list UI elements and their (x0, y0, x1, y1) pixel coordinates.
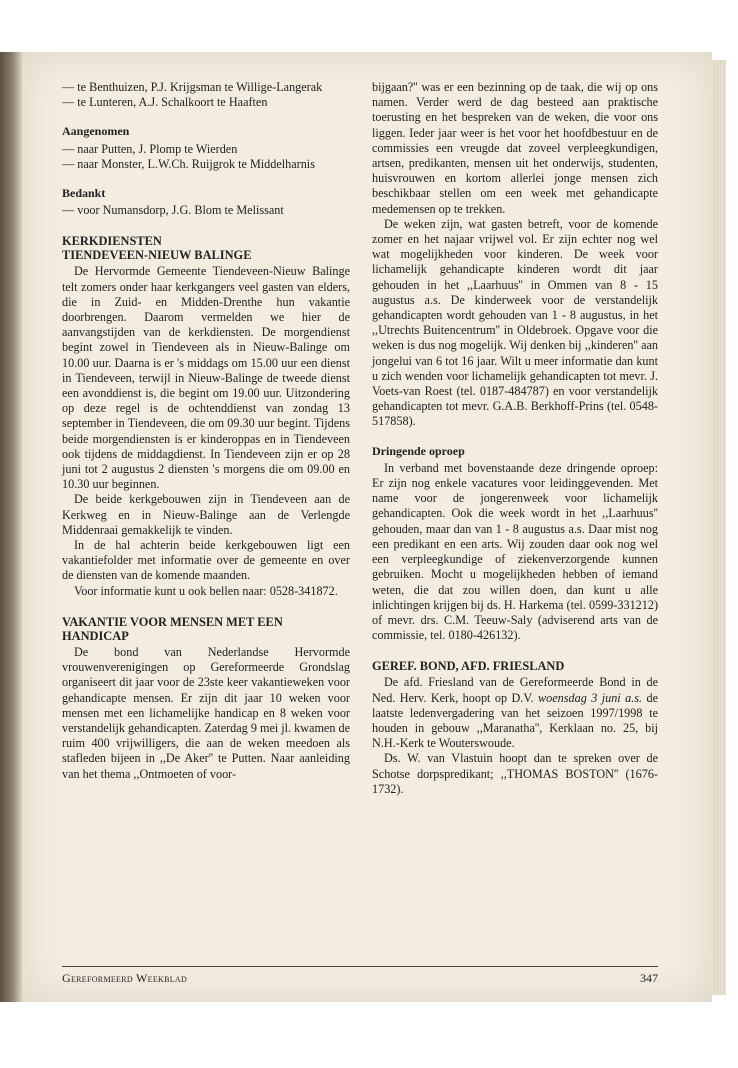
book-spine (0, 52, 22, 1002)
article-heading-kerkdiensten (62, 234, 350, 262)
left-column (62, 80, 350, 782)
list-item: — te Lunteren, A.J. Schalkoort te Haaften (62, 95, 268, 110)
page-footer (62, 966, 658, 986)
paragraph: De bond van Nederlandse Hervormde vrouwenverenigingen op Gereformeerde Grondslag organiseert dit jaar voor de 23ste keer vakantieweken voor gehandicapte mensen. Er zijn dit jaar 10 weken voor mensen met een lichamelijke handicap en 8 weken voor verstandelijk gehandicapten. Zaterdag 9 mei jl. kwamen de ruim 400 vrijwilligers, die aan de weken meedoen als stafleden bijeen in ,,De Aker'' te Putten. Naar aanleiding van het thema ,,Ontmoeten of voor- (62, 644, 350, 781)
paragraph: De weken zijn, wat gasten betreft, voor de komende zomer en het najaar vrijwel vol. Er zijn echter nog wel wat mogelijkheden voor kinderen. De week voor lichamelijk gehandicapte kinderen wordt dit jaar gehouden in het ,,Laarhuus'' in Ommen van 8 - 15 augustus a.s. De kinderweek voor de verstandelijk gehandicapten wordt gehouden van 1 - 8 augustus, in het ,,Utrechts Buitencentrum'' in Oldebroek. Opgave voor die weken is dus nog mogelijk. Wij denken bij ,,kinderen'' aan jongelui van 6 tot 16 jaar. Wilt u meer informatie dan kunt u zich wenden voor lichamelijk gehandicapten tot mevr. J. Voets-van Roest (tel. 0187-484787) en voor verstandelijk gehandicapten tot mevr. G.A.B. Berkhoff-Prins (tel. 0548-517858). (372, 216, 658, 429)
section-heading-bedankt: Bedankt (62, 186, 106, 201)
paragraph: De beide kerkgebouwen zijn in Tiendeveen aan de Kerkweg en in Nieuw-Balinge aan de Verlengde Middenraai gemakkelijk te vinden. (62, 492, 350, 537)
section-heading-oproep: Dringende oproep (372, 443, 465, 458)
paragraph: In de hal achterin beide kerkgebouwen ligt een vakantiefolder met informatie over de gemeente en over de diensten van de komende maanden. (62, 538, 350, 583)
page-number: 347 (640, 971, 658, 985)
publication-name: Gereformeerd Weekblad (62, 971, 188, 985)
list-item: — te Benthuizen, P.J. Krijgsman te Willige-Langerak (62, 80, 323, 94)
paragraph: Ds. W. van Vlastuin hoopt dan te spreken over de Schotse dorpspredikant; ,,THOMAS BOSTON'' (1676-1732). (372, 751, 658, 796)
article-heading-geref-bond: GEREF. BOND, AFD. FRIESLAND (372, 659, 565, 674)
list-item: — naar Monster, L.W.Ch. Ruijgrok te Middelharnis (62, 156, 315, 171)
article-heading-vakantie: VAKANTIE VOOR MENSEN MET EEN HANDICAP (62, 614, 283, 643)
paragraph: Voor informatie kunt u ook bellen naar: 0528-341872. (74, 583, 338, 598)
text-run: De afd. Friesland van de Gereformeerde Bond in de Ned. Herv. Kerk, hoopt op D.V. (372, 675, 658, 705)
section-heading-aangenomen: Aangenomen (62, 124, 130, 139)
page-edges (712, 60, 726, 995)
text-run: de laatste ledenvergadering van het seizoen 1997/1998 te houden in gebouw ,,Maranatha'', Kerklaan no. 25, bij N.H.-Kerk te Wouterswoude. (372, 690, 658, 751)
list-item: — naar Putten, J. Plomp te Wierden (62, 141, 238, 156)
paragraph: bijgaan?'' was er een bezinning op de taak, die wij op ons namen. Verder werd de dag besteed aan praktische toerusting en het bespreken van de weken, die voor ons liggen. Ieder jaar weer is het voor het hoofdbestuur en de commissies een vreugde dat zoveel verpleegkundigen, artsen, predikanten, mensen uit het onderwijs, studenten, huisvrouwen en kortom allerlei jonge mensen zich beschikbaar stellen om een week met gehandicapte medemensen op te trekken. (372, 80, 658, 216)
heading-line-2: TIENDEVEEN-NIEUW BALINGE (62, 248, 252, 263)
date-emphasis: woensdag 3 juni a.s. (538, 690, 643, 705)
paragraph (372, 675, 658, 751)
list-item: — voor Numansdorp, J.G. Blom te Melissant (62, 203, 284, 218)
paragraph: De Hervormde Gemeente Tiendeveen-Nieuw Balinge telt zomers onder haar kerkgangers veel gasten van elders, die in Zuid- en Midden-Drenthe hun vakantie doorbrengen. Daarom vermelden we hier de aanvangstijden van de kerkdiensten. De morgendienst begint zowel in Tiendeveen als in Nieuw-Balinge om 10.00 uur. Daarna is er 's middags om 15.00 uur een dienst in Tiendeveen, terwijl in Nieuw-Balinge de tweede dienst een avonddienst is, die begint om 19.00 uur. Uitzondering op deze regel is de ochtenddienst van zondag 13 september in Tiendeveen, die om 09.30 uur begint. Tijdens beide morgendiensten is er kinderoppas en in Tiendeveen ook tijdens de middagdienst. In Tiendeveen zijn er op 28 juni tot 2 augustus 2 diensten 's morgens die om 09.00 en 10.30 uur beginnen. (62, 264, 350, 492)
heading-line-1: KERKDIENSTEN (62, 234, 162, 249)
right-column (372, 80, 658, 797)
paragraph: In verband met bovenstaande deze dringende oproep: Er zijn nog enkele vacatures voor leidinggevenden. Met name voor de jongerenweek voor lichamelijk gehandicapten. Ook die week wordt in het ,,Laarhuus'' gehouden, maar dan van 1 - 8 augustus a.s. Daar mist nog een predikant en een arts. Wij zouden daar ook nog wel een verpleegkundige of ziekenverzorgende kunnen gebruiken. Mocht u mogelijkheden hebben of iemand weten, die dat zou willen doen, dan kunt u alle inlichtingen krijgen bij ds. H. Harkema (tel. 0599-331212) of mevr. drs. C.M. Teeuw-Saly (adviserend arts van de commissie, tel. 0180-426132). (372, 460, 658, 643)
